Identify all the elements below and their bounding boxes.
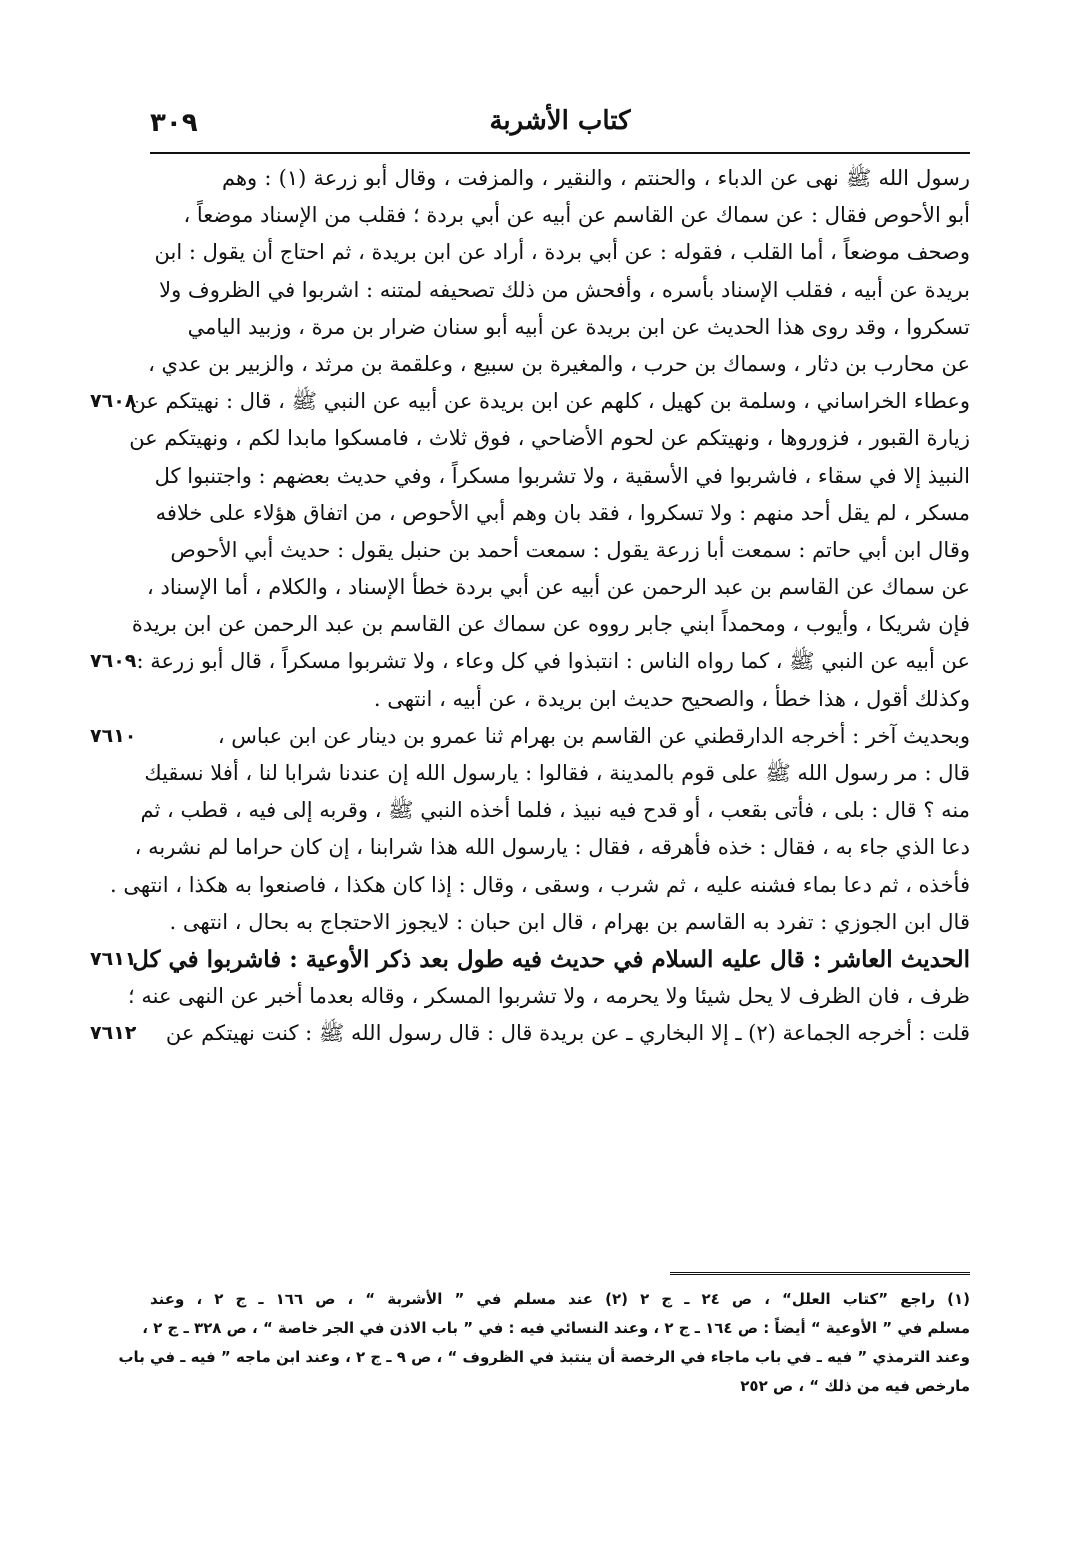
line-text: وكذلك أقول ، هذا خطأ ، والصحيح حديث ابن بريدة ، عن أبيه ، انتهى . [373,686,970,711]
text-line [150,309,970,346]
line-text: دعا الذي جاء به ، فقال : خذه فأهرقه ، فقال : يارسول الله هذا شرابنا ، إن كان حراما لم نشربه ، [134,835,970,860]
line-text: وبحديث آخر : أخرجه الدارقطني عن القاسم بن بهرام ثنا عمرو بن دينار عن ابن عباس ، [217,723,970,748]
text-line [134,829,970,866]
text-line [150,272,970,309]
body-text [90,160,971,1053]
text-line [131,606,970,643]
text-line [150,904,970,941]
line-text: تسكروا ، وقد روى هذا الحديث عن ابن بريدة عن أبيه أبو سنان ضرار بن مرة ، وزبيد اليامي [187,314,970,339]
line-text: أبو الأحوص فقال : عن سماك عن القاسم عن أبيه عن أبي بردة ؛ فقلب من الإسناد موضعاً ، [183,203,970,228]
line-text: ظرف ، فان الظرف لا يحل شيئا ولا يحرمه ، ولا تشربوا المسكر ، وقاله بعدما أخبر عن النهى عنه ؛ [128,984,970,1009]
hadith-number: ٧٦١١ [90,947,137,970]
line-text: وقال ابن أبي حاتم : سمعت أبا زرعة يقول : سمعت أحمد بن حنبل يقول : حديث أبي الأحوص [170,537,970,562]
page-number: ٣٠٩ [150,108,198,138]
footnotes [118,1272,971,1401]
hadith-number: ٧٦٠٨ [90,390,137,413]
text-line [144,755,970,792]
footnote-list [118,1285,971,1401]
text-line [150,160,970,197]
line-text: وصحف موضعاً ، أما القلب ، فقوله : عن أبي بردة ، أراد عن ابن بريدة ، ثم احتاج أن يقول : ابن [154,240,970,265]
page-header [150,100,970,154]
text-line [150,458,970,495]
text-line [90,1015,970,1052]
text-line [110,867,970,904]
text-line [150,234,970,271]
line-text: الحديث العاشر : قال عليه السلام في حديث فيه طول بعد ذكر الأوعية : فاشربوا في كل [132,945,970,973]
line-text: مسكر ، لم يقل أحد منهم : ولا تسكروا ، فقد بان وهم أبي الأحوص ، من اتفاق هؤلاء على خلافه [155,500,970,525]
text-line [140,792,970,829]
text-line [90,941,970,978]
text-line [90,643,970,680]
text-line [150,532,970,569]
line-text: وعطاء الخراساني ، وسلمة بن كهيل ، كلهم عن ابن بريدة عن أبيه عن النبي ﷺ ، قال : نهيتكم عن [130,389,970,414]
text-line [150,197,970,234]
running-title: كتاب الأشربة [489,106,631,136]
footnote-line: وعند الترمذي ” فيه ـ في باب ماجاء في الرخصة أن ينتبذ في الظروف “ ، ص ٩ ـ ج ٢ ، وعند ابن ماجه ” فيه ـ في باب [118,1348,970,1366]
page [90,100,971,1053]
footnote-line: مسلم في ” الأوعية “ أيضاً : ص ١٦٤ ـ ج ٢ ، وعند النسائي فيه : في ” باب الاذن في الجر خاصة “ ، ص ٣٢٨ ـ ج ٢ ، [142,1319,970,1337]
line-text: قال : مر رسول الله ﷺ على قوم بالمدينة ، فقالوا : يارسول الله إن عندنا شرابا لنا ، أفلا نسقيك [144,761,970,785]
text-line [150,495,970,532]
text-line [150,346,970,383]
text-line [129,420,970,457]
line-text: قال ابن الجوزي : تفرد به القاسم بن بهرام ، قال ابن حبان : لايجوز الاحتجاج به بحال ، انتهى . [169,909,970,934]
line-text: عن سماك عن القاسم بن عبد الرحمن عن أبيه عن أبي بردة خطأ الإسناد ، والكلام ، أما الإسناد ، [147,575,970,600]
footnote-line: (١) راجع ”كتاب العلل“ ، ص ٢٤ ـ ج ٢ (٢) عند مسلم في ” الأشربة “ ، ص ١٦٦ ـ ج ٢ ، وعند [150,1290,971,1308]
footnote-divider [670,1272,970,1275]
hadith-number: ٧٦١٠ [90,724,137,747]
text-line [128,978,970,1015]
text-line [90,718,970,755]
hadith-number: ٧٦١٢ [90,1022,137,1045]
text-line [147,569,970,606]
line-text: عن محارب بن دثار ، وسماك بن حرب ، والمغيرة بن سبيع ، وعلقمة بن مرثد ، والزبير بن عدي ، [148,351,970,376]
line-text: رسول الله ﷺ نهى عن الدباء ، والحنتم ، والنقير ، والمزفت ، وقال أبو زرعة (١) : وهم [222,166,971,190]
hadith-number: ٧٦٠٩ [90,650,137,673]
line-text: فأخذه ، ثم دعا بماء فشنه عليه ، ثم شرب ، وسقى ، وقال : إذا كان هكذا ، فاصنعوا به هكذا ، انتهى . [110,872,970,897]
text-line [150,681,970,718]
line-text: قلت : أخرجه الجماعة (٢) ـ إلا البخاري ـ عن بريدة قال : قال رسول الله ﷺ : كنت نهيتكم عن [165,1021,970,1046]
line-text: بريدة عن أبيه ، فقلب الإسناد بأسره ، وأفحش من ذلك تصحيفه لمتنه : اشربوا في الظروف ولا [159,277,970,302]
text-line [90,383,970,420]
line-text: زيارة القبور ، فزوروها ، ونهيتكم عن لحوم الأضاحي ، فوق ثلاث ، فامسكوا مابدا لكم ، ونهيتكم عن [129,426,970,451]
line-text: فإن شريكا ، وأيوب ، ومحمداً ابني جابر رووه عن سماك عن القاسم بن عبد الرحمن عن ابن بريدة [131,612,970,637]
line-text: عن أبيه عن النبي ﷺ ، كما رواه الناس : انتبذوا في كل وعاء ، ولا تشربوا مسكراً ، قال أبو زرعة : [136,649,970,674]
line-text: النبيذ إلا في سقاء ، فاشربوا في الأسقية ، ولا تشربوا مسكراً ، وفي حديث بعضهم : واجتنبوا كل [154,463,970,488]
footnote-line: مارخص فيه من ذلك “ ، ص ٢٥٢ [740,1377,970,1395]
line-text: منه ؟ قال : بلى ، فأتى بقعب ، أو قدح فيه نبيذ ، فلما أخذه النبي ﷺ ، وقربه إلى فيه ، قطب ، ثم [140,798,970,823]
